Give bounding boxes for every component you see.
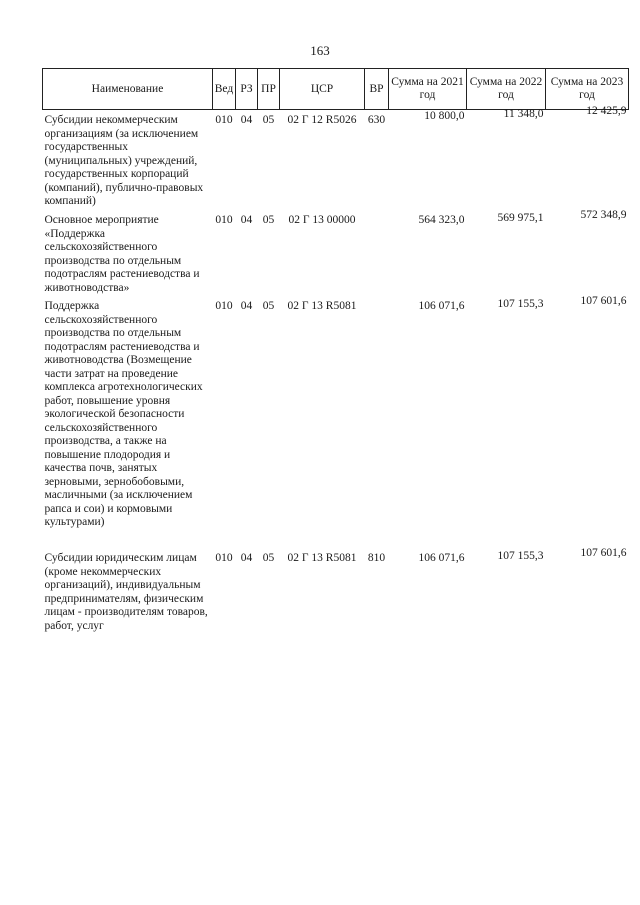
row-sum-2023 xyxy=(546,547,629,648)
row-sum-2023 xyxy=(546,209,629,300)
table-row xyxy=(43,300,629,552)
row-sum-2022 xyxy=(467,214,546,300)
row-rz: 04 xyxy=(240,300,253,312)
row-rz: 04 xyxy=(240,552,253,564)
table-row xyxy=(43,214,629,300)
header-sum-2021: Сумма на 2021 год xyxy=(389,69,467,110)
row-sum-2023-value: 107 601,6 xyxy=(580,547,627,559)
row-sum-2023-value: 12 425,9 xyxy=(586,105,627,117)
row-sum-2023-value: 107 601,6 xyxy=(580,295,627,307)
row-name: Поддержка сельскохозяйственного производства по отдельным подотраслям растениеводства и животноводства (Возмещение части затрат на проведение комплекса агротехнологических работ, повышение уровня экологической безопасности сельскохозяйственного производства, а также на повышение плодородия и качества почв, занятых зерновыми, зернобобовыми, масличными (за исключением рапса и сои) и кормовыми культурами) xyxy=(44,300,203,528)
budget-table xyxy=(42,68,629,648)
row-sum-2022-value: 569 975,1 xyxy=(497,212,544,224)
row-ved: 010 xyxy=(215,552,233,564)
row-pr: 05 xyxy=(262,552,275,564)
row-vr xyxy=(365,214,389,300)
row-sum-2023 xyxy=(546,295,629,552)
row-sum-2023 xyxy=(546,105,629,215)
row-sum-2021-value: 10 800,0 xyxy=(424,110,465,122)
row-rz: 04 xyxy=(240,214,253,226)
header-ved: Вед xyxy=(213,69,236,110)
table-header xyxy=(43,69,629,110)
row-sum-2021-value: 564 323,0 xyxy=(418,214,465,226)
row-ved: 010 xyxy=(215,300,233,312)
row-csr: 02 Г 13 R5081 xyxy=(287,300,357,312)
row-name: Субсидии некоммерческим организациям (за исключением государственных (муниципальных) учреждений, государственных корпораций (компаний), публично-правовых компаний) xyxy=(44,114,204,207)
row-sum-2022 xyxy=(467,110,546,215)
row-sum-2021 xyxy=(389,552,467,648)
row-ved: 010 xyxy=(215,114,233,126)
row-sum-2021-value: 106 071,6 xyxy=(418,300,465,312)
header-rz: РЗ xyxy=(236,69,258,110)
row-sum-2022-value: 11 348,0 xyxy=(503,108,544,120)
row-sum-2021-value: 106 071,6 xyxy=(418,552,465,564)
budget-table-container xyxy=(42,68,628,648)
header-pr: ПР xyxy=(258,69,280,110)
row-vr xyxy=(365,300,389,552)
row-vr: 630 xyxy=(367,114,386,126)
row-sum-2022 xyxy=(467,300,546,552)
header-vr: ВР xyxy=(365,69,389,110)
row-sum-2021 xyxy=(389,110,467,215)
header-name: Наименование xyxy=(43,69,213,110)
row-sum-2021 xyxy=(389,300,467,552)
row-csr: 02 Г 12 R5026 xyxy=(287,114,357,126)
row-pr: 05 xyxy=(262,114,275,126)
row-ved: 010 xyxy=(215,214,233,226)
row-sum-2023-value: 572 348,9 xyxy=(580,209,627,221)
row-pr: 05 xyxy=(262,214,275,226)
header-csr: ЦСР xyxy=(280,69,365,110)
row-sum-2022-value: 107 155,3 xyxy=(497,550,544,562)
row-vr: 810 xyxy=(367,552,386,564)
table-row xyxy=(43,110,629,215)
row-sum-2022-value: 107 155,3 xyxy=(497,298,544,310)
row-rz: 04 xyxy=(240,114,253,126)
page-number: 163 xyxy=(310,43,330,58)
row-name: Субсидии юридическим лицам (кроме некоммерческих организаций), индивидуальным предпринимателям, физическим лицам - производителям товаров, работ, услуг xyxy=(44,552,208,632)
row-name: Основное мероприятие «Поддержка сельскохозяйственного производства по отдельным подотраслям растениеводства и животноводства» xyxy=(44,214,200,294)
header-sum-2023: Сумма на 2023 год xyxy=(546,69,629,110)
row-sum-2021 xyxy=(389,214,467,300)
header-sum-2022: Сумма на 2022 год xyxy=(467,69,546,110)
row-csr: 02 Г 13 00000 xyxy=(288,214,356,226)
row-pr: 05 xyxy=(262,300,275,312)
row-csr: 02 Г 13 R5081 xyxy=(287,552,357,564)
row-sum-2022 xyxy=(467,552,546,648)
table-row xyxy=(43,552,629,648)
